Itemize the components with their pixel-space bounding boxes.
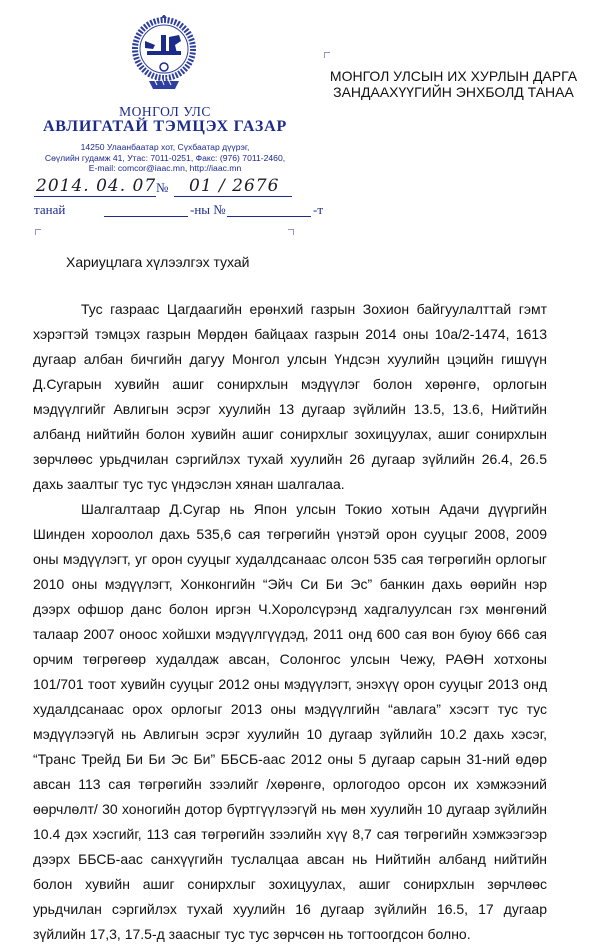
t-label: -т bbox=[313, 202, 324, 217]
your-ref-blank bbox=[104, 216, 188, 217]
handwritten-document-number: 01 / 2676 bbox=[189, 176, 280, 196]
number-underline bbox=[174, 196, 292, 197]
letterhead-contact-line: E-mail: comcor@iaac.mn, http://iaac.mn bbox=[88, 163, 242, 173]
handwritten-date: 2014. 04. 07 bbox=[36, 176, 157, 196]
letterhead-organization: АВЛИГАТАЙ ТЭМЦЭХ ГАЗАР bbox=[42, 118, 288, 135]
letterhead-address-line: 14250 Улаанбаатар хот, Сүхбаатар дүүрэг, bbox=[80, 142, 250, 152]
addressee-title: МОНГОЛ УЛСЫН ИХ ХУРЛЫН ДАРГА bbox=[329, 68, 578, 84]
number-symbol: № bbox=[156, 180, 169, 195]
letterhead-address-line: Сөүлийн гудамж 41, Утас: 7011-0251, Факс: (976) 7011-2460, bbox=[44, 152, 286, 163]
your-number-blank bbox=[227, 216, 311, 217]
ny-number-label: -ны № bbox=[190, 202, 226, 217]
letter-body bbox=[33, 297, 547, 947]
letterhead-country: МОНГОЛ УЛС bbox=[119, 104, 211, 119]
reference-date-number-row bbox=[34, 176, 292, 198]
your-label: танай bbox=[34, 202, 66, 217]
date-underline bbox=[34, 196, 156, 197]
mongolia-state-emblem-icon bbox=[131, 15, 197, 91]
corner-mark bbox=[35, 229, 41, 235]
corner-mark bbox=[288, 229, 294, 235]
body-paragraph: Тус газраас Цагдаагийн ерөнхий газрын Зохион байгуулалттай гэмт хэрэгтэй тэмцэх газрын Мөрдөн байцаах газрын 2014 оны 10а/2-1474, 1613 дугаар албан бичгийн дагуу Монгол улсын Үндсэн хуулийн цэцийн гишүүн Д.Сугарын хувийн ашиг сонирхлын мэдүүлэг болон хөрөнгө, орлогын мэдүүлгийг Авлигын эсрэг хуулийн 13 дугаар зүйлийн 13.5, 13.6, Нийтийн албанд нийтийн болон хувийн ашиг сонирхлыг зохицуулах, ашиг сонирхлын зөрчлөөс урьдчилан сэргийлэх тухай хуулийн 26 дугаар зүйлийн 26.4, 26.5 дахь заалтыг тус тус үндэслэн хянан шалгалаа. bbox=[33, 301, 547, 492]
body-paragraph: Шалгалтаар Д.Сугар нь Япон улсын Токио хотын Адачи дүүргийн Шинден хороолол дахь 535,6 сая төгрөгийн үнэтэй орон сууцыг 2008, 2009 оны мэдүүлэгт, уг орон сууцыг худалдсанаас олсон 535 сая төгрөгийн орлогыг 2010 оны мэдүүлэгт, Хонконгийн “Эйч Си Би Эс” банкин дахь өөрийн нэр дээрх офшор данс болон иргэн Ч.Хоролсүрэнд хадгалуулсан гэх мөнгөний талаар 2007 оноос хойшхи мэдүүлгүүдэд, 2011 онд 600 сая вон буюу 666 сая орчим төгрөгөөр худалдаж авсан, Солонгос улсын Чежу, РАӨН хотхоны 101/701 тоот хувийн сууцыг 2012 оны мэдүүлэгт, энэхүү орон сууцыг 2013 онд худалдсанаас орох орлогыг 2013 оны мэдүүлгийн “авлага” хэсэгт тус тус мэдүүлээгүй нь Авлигын эсрэг хуулийн 10 дугаар зүйлийн 10.2 дахь хэсэг, “Транс Трейд Би Би Эс Би” ББСБ-аас 2012 оны 5 дугаар сарын 31-ний өдөр авсан 113 сая төгрөгийн зээлийг /хөрөнгө, орлогодоо орсон их хэмжээний өөрчлөлт/ 30 хоногийн дотор бүртгүүлээгүй нь мөн хуулийн 10 дугаар зүйлийн 10.4 дэх хэсгийг, 113 сая төгрөгийн зээлийн хүү 8,7 сая төгрөгийн хэмжээгээр дээрх ББСБ-аас санхүүгийн туслалцаа авсан нь Нийтийн албанд нийтийн болон хувийн ашиг сонирхлыг зохицуулах, ашиг сонирхлын зөрчлөөс урьдчилан сэргийлэх тухай хуулийн 16 дугаар зүйлийн 16.5, 17 дугаар зүйлийн 17,3, 17.5-д заасныг тус тус зөрчсөн нь тогтоогдсон болно. bbox=[33, 501, 547, 942]
letter-subject: Хариуцлага хүлээлгэх тухай bbox=[66, 254, 250, 270]
your-reference-row bbox=[34, 200, 324, 220]
addressee-name: ЗАНДААХҮҮГИЙН ЭНХБОЛД ТАНАА bbox=[333, 84, 574, 100]
addressee bbox=[300, 68, 607, 100]
corner-mark bbox=[324, 52, 330, 58]
